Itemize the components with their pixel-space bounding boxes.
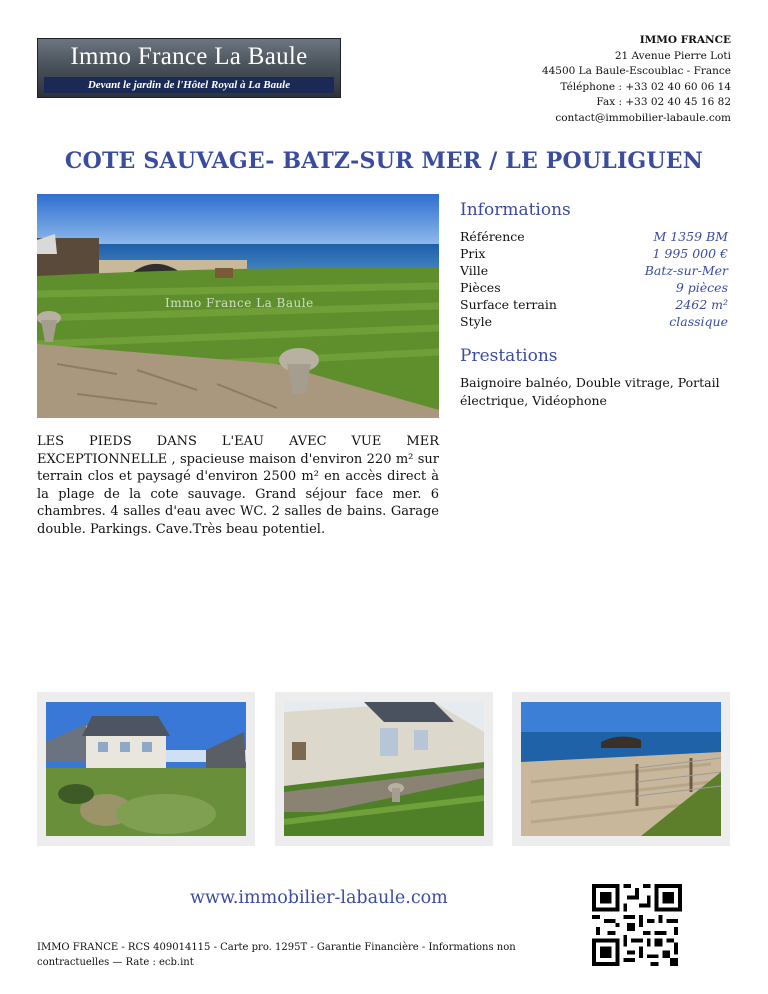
agency-phone: Téléphone : +33 02 40 60 06 14 — [560, 80, 731, 93]
info-label: Style — [460, 314, 493, 329]
info-label: Pièces — [460, 280, 501, 295]
qr-code — [591, 884, 683, 966]
agency-email: contact@immobilier-labaule.com — [555, 111, 731, 124]
listing-title: COTE SAUVAGE- BATZ-SUR MER / LE POULIGUEN — [64, 148, 704, 174]
legal-footer: IMMO FRANCE - RCS 409014115 - Carte pro. 1295T - Garantie Financière - Informations non contractuelles — Rate : ecb.int — [37, 942, 516, 968]
thumbnail-house-front — [37, 692, 255, 846]
prestations-text: Baignoire balnéo, Double vitrage, Portail électrique, Vidéophone — [460, 375, 720, 408]
info-row-prix — [460, 245, 728, 262]
logo-title: Immo France La Baule — [70, 43, 308, 70]
agency-address: 21 Avenue Pierre Loti — [614, 49, 731, 62]
info-label: Prix — [460, 246, 486, 261]
info-value: Batz-sur-Mer — [644, 263, 728, 278]
logo-subtitle: Devant le jardin de l'Hôtel Royal à La Baule — [44, 77, 334, 93]
main-photo — [37, 194, 439, 418]
agency-logo — [37, 38, 341, 98]
agency-city: 44500 La Baule-Escoublac - France — [541, 65, 731, 77]
info-label: Référence — [460, 229, 525, 244]
thumbnail-sea-view — [512, 692, 730, 846]
agency-contact — [471, 33, 731, 126]
info-row-pieces — [460, 279, 728, 296]
info-row-surface — [460, 296, 728, 313]
informations-table — [460, 228, 728, 330]
thumbnail-house-side — [275, 692, 493, 846]
agency-name: IMMO FRANCE — [639, 34, 731, 46]
info-value: 1 995 000 € — [652, 246, 728, 261]
info-value: M 1359 BM — [653, 229, 728, 244]
photo-watermark: Immo France La Baule — [165, 296, 314, 310]
info-row-reference — [460, 228, 728, 245]
info-value: 9 pièces — [675, 280, 728, 295]
info-label: Surface terrain — [460, 297, 557, 312]
prestations-heading: Prestations — [460, 346, 558, 366]
website-link[interactable]: www.immobilier-labaule.com — [190, 888, 448, 908]
info-value: classique — [669, 314, 728, 329]
agency-fax: Fax : +33 02 40 45 16 82 — [596, 96, 731, 108]
info-row-ville — [460, 262, 728, 279]
info-row-style — [460, 313, 728, 330]
informations-heading: Informations — [460, 200, 571, 220]
info-label: Ville — [460, 263, 489, 278]
listing-description: LES PIEDS DANS L'EAU AVEC VUE MER EXCEPTIONNELLE , spacieuse maison d'environ 220 m² sur terrain clos et paysagé d'environ 2500 m² en accès direct à la plage de la cote sauvage. Grand séjour face mer. 6 chambres. 4 salles d'eau avec WC. 2 salles de bains. Garage double. Parkings. Cave.Très beau potentiel. — [37, 434, 439, 537]
info-value: 2462 m² — [675, 297, 728, 312]
